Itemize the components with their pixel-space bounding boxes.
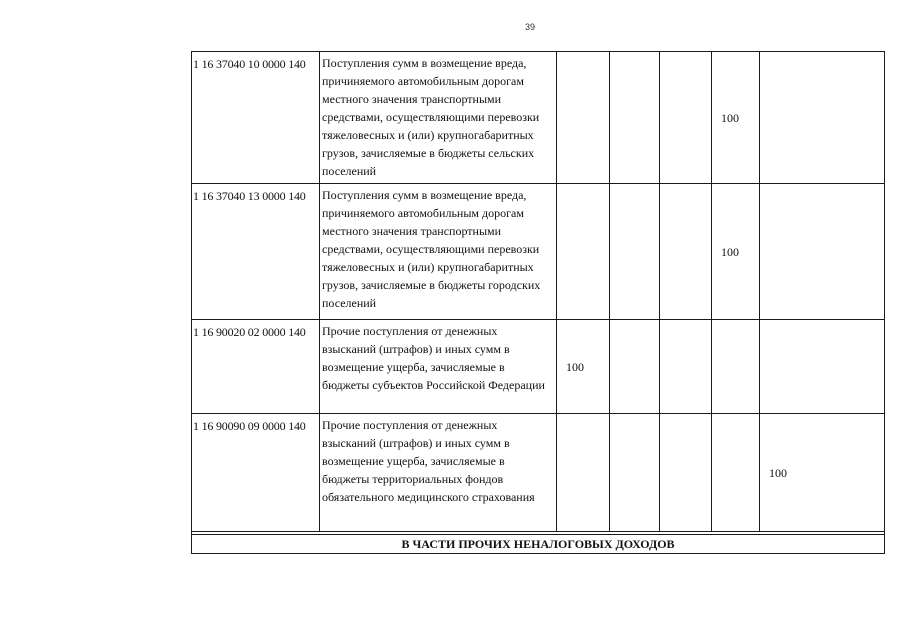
- value-cell: [610, 320, 660, 414]
- value-cell: [760, 52, 885, 184]
- value-cell: [712, 414, 760, 532]
- page-number: 39: [524, 22, 535, 32]
- value-cell: [557, 52, 610, 184]
- value-cell: [610, 52, 660, 184]
- value-cell: [557, 414, 610, 532]
- value-cell: 100: [557, 320, 610, 414]
- value-cell: 100: [760, 414, 885, 532]
- revenue-code-cell: 1 16 90090 09 0000 140: [192, 414, 320, 532]
- value-cell: 100: [712, 184, 760, 320]
- revenue-distribution-table: [191, 51, 885, 554]
- value-cell: [660, 184, 712, 320]
- value-cell: [557, 184, 610, 320]
- table-row: [192, 320, 885, 414]
- value-cell: [610, 414, 660, 532]
- revenue-name-cell: Прочие поступления от денежных взысканий (штрафов) и иных сумм в возмещение ущерба, зачисляемые в бюджеты территориальных фондов обязательного медицинского страхования: [320, 414, 557, 532]
- table-row: [192, 184, 885, 320]
- section-heading-row: [192, 535, 885, 554]
- value-cell: 100: [712, 52, 760, 184]
- value-cell: [660, 320, 712, 414]
- value-cell: [660, 414, 712, 532]
- value-cell: [760, 320, 885, 414]
- revenue-code-cell: 1 16 37040 13 0000 140: [192, 184, 320, 320]
- table-row: [192, 52, 885, 184]
- revenue-code-cell: 1 16 37040 10 0000 140: [192, 52, 320, 184]
- revenue-code-cell: 1 16 90020 02 0000 140: [192, 320, 320, 414]
- value-cell: [760, 184, 885, 320]
- section-heading: В ЧАСТИ ПРОЧИХ НЕНАЛОГОВЫХ ДОХОДОВ: [192, 535, 885, 554]
- value-cell: [660, 52, 712, 184]
- value-cell: [712, 320, 760, 414]
- revenue-name-cell: Поступления сумм в возмещение вреда, причиняемого автомобильным дорогам местного значения транспортными средствами, осуществляющими перевозки тяжеловесных и (или) крупногабаритных грузов, зачисляемые в бюджеты городских поселений: [320, 184, 557, 320]
- revenue-name-cell: Прочие поступления от денежных взысканий (штрафов) и иных сумм в возмещение ущерба, зачисляемые в бюджеты субъектов Российской Федерации: [320, 320, 557, 414]
- value-cell: [610, 184, 660, 320]
- table-row: [192, 414, 885, 532]
- revenue-name-cell: Поступления сумм в возмещение вреда, причиняемого автомобильным дорогам местного значения транспортными средствами, осуществляющими перевозки тяжеловесных и (или) крупногабаритных грузов, зачисляемые в бюджеты сельских поселений: [320, 52, 557, 184]
